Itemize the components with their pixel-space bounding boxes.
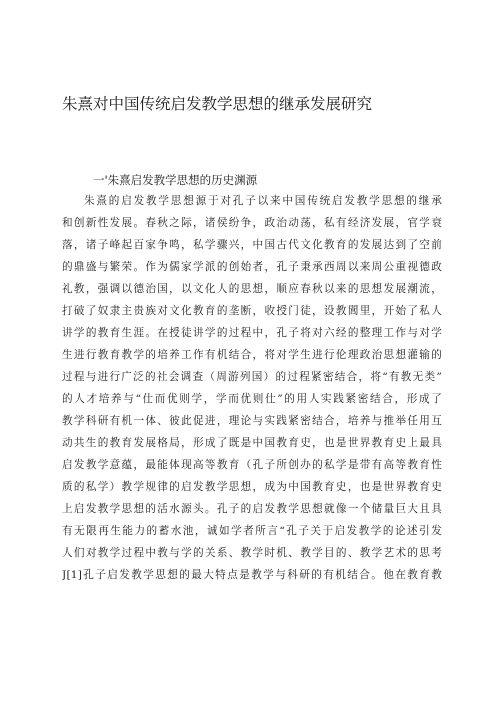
body-line: 讲学的教育生涯。在授徒讲学的过程中，孔子将对六经的整理工作与对学 bbox=[62, 327, 442, 339]
body-line: J[1]孔子启发教学思想的最大特点是教学与科研的有机结合。他在教育教 bbox=[62, 569, 442, 581]
body-line: 落，诸子峰起百家争鸣，私学骤兴，中国古代文化教育的发展达到了空前 bbox=[62, 239, 442, 251]
body-line: 生进行教育教学的培养工作有机结合，将对学生进行伦理政治思想灌输的 bbox=[62, 349, 442, 361]
section-heading: 一'朱熹启发教学思想的历史渊源 bbox=[93, 173, 258, 187]
body-line: 有无限再生能力的蓄水池，诚如学者所言“孔子关于启发教学的论述引发 bbox=[62, 525, 442, 537]
body-line: 的人才培养与“仕而优则学，学而优则仕”的用人实践紧密结合，形成了 bbox=[62, 393, 442, 405]
body-line: 教学科研有机一体、彼此促进，理论与实践紧密结合，培养与推举任用互 bbox=[62, 415, 442, 427]
body-line: 过程与进行广泛的社会调查（周游列国）的过程紧密结合，将“有教无类” bbox=[62, 371, 442, 383]
body-line: 打破了奴隶主贵族对文化教育的垄断，收授门徒，设教閭里，开始了私人 bbox=[62, 305, 442, 317]
body-line: 朱熹的启发教学思想源于对孔子以来中国传统启发教学思想的继承 bbox=[84, 195, 442, 207]
body-line: 和创新性发展。春秋之际，诸侯纷争，政治动荡，私有经济发展，官学衰 bbox=[62, 217, 442, 229]
body-line: 启发教学意蕴，最能体现高等教育（孔子所创办的私学是带有高等教育性 bbox=[62, 459, 442, 471]
body-line: 质的私学）教学规律的启发教学思想，成为中国教育史，也是世界教育史 bbox=[62, 481, 442, 493]
body-line: 礼教，强调以德治国，以文化人的思想，顺应春秋以来的思想发展潮流， bbox=[62, 283, 442, 295]
document-title: 朱熹对中国传统启发教学思想的继承发展研究 bbox=[62, 95, 373, 113]
body-line: 动共生的教育发展格局，形成了既是中国教育史，也是世界教育史上最具 bbox=[62, 437, 442, 449]
body-paragraph bbox=[62, 190, 442, 586]
body-line: 人们对教学过程中教与学的关系、教学时机、教学目的、教学艺术的思考 bbox=[62, 547, 442, 559]
body-line: 上启发教学思想的活水源头。孔子的启发教学思想就像一个储量巨大且具 bbox=[62, 503, 442, 515]
body-line: 的鼎盛与繁荣。作为儒家学派的创始者，孔子秉承西周以来周公重视德政 bbox=[62, 261, 442, 273]
